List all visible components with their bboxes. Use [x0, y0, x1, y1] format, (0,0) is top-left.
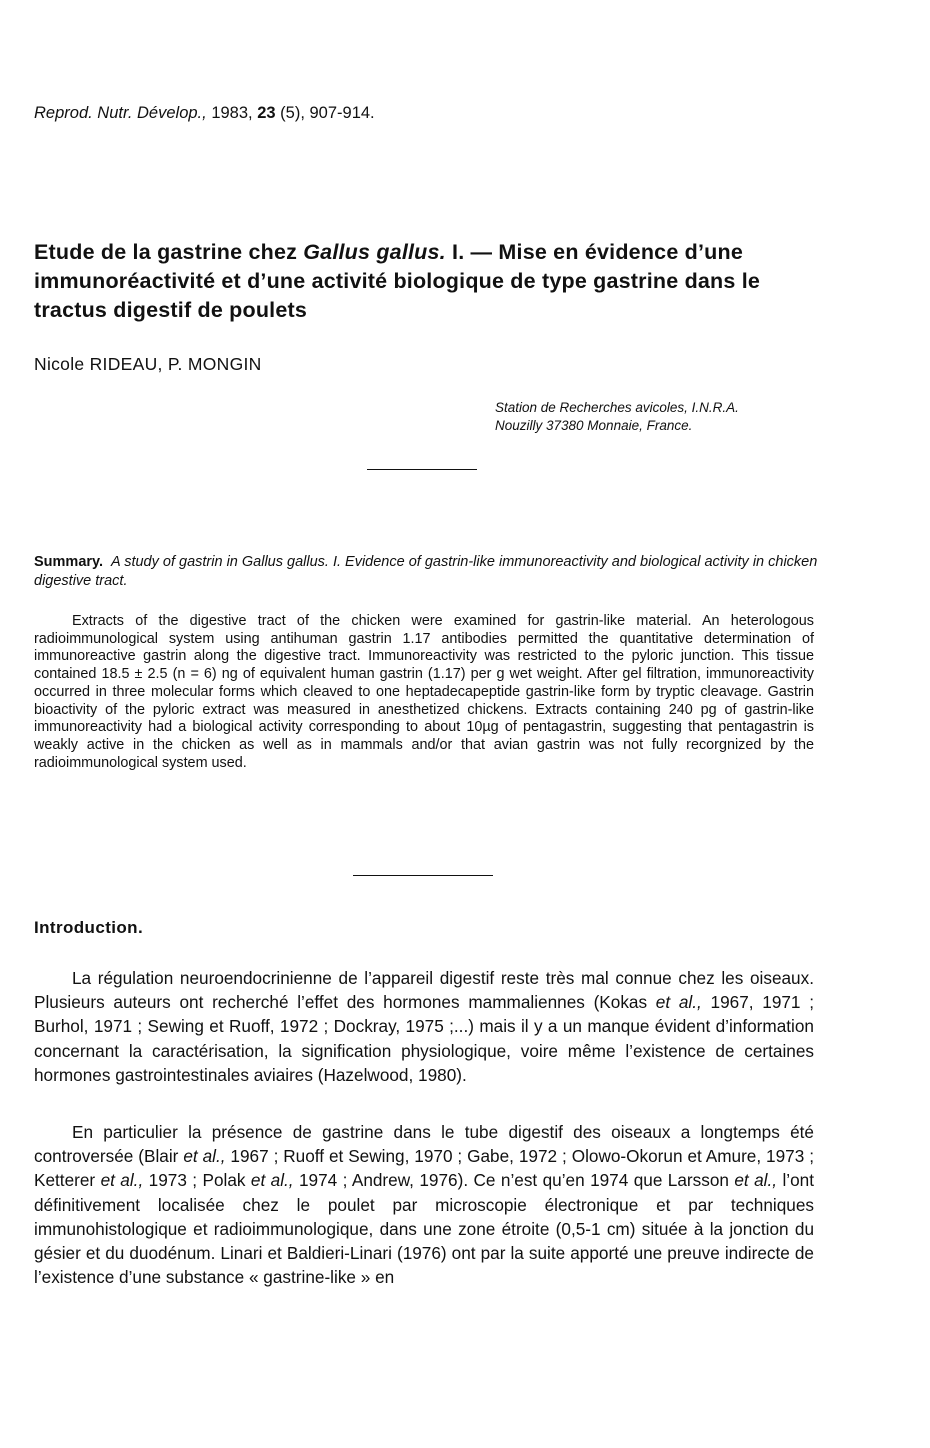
volume-number: 23	[257, 104, 276, 122]
et-al: et al.,	[250, 1170, 294, 1191]
et-al: et al.,	[734, 1170, 778, 1191]
text-run: 1967 ; Ruoff et Sewing, 1970 ; Gabe, 1972 ; Olowo-Okorun et Amure, 1973 ; Ketterer	[34, 1146, 814, 1191]
text-run: 1974 ; Andrew, 1976). Ce n’est qu’en 1974 que Larsson	[293, 1170, 735, 1191]
journal-name: Reprod. Nutr. Dévelop.,	[34, 104, 207, 122]
title-part-1: Etude de la gastrine chez	[34, 240, 304, 264]
divider-rule	[367, 469, 477, 470]
article-title	[34, 238, 824, 325]
authors: Nicole RIDEAU, P. MONGIN	[34, 354, 262, 374]
et-al: et al.,	[183, 1146, 226, 1167]
journal-citation	[34, 104, 375, 123]
publication-year: 1983,	[211, 104, 253, 122]
affiliation-line-1: Station de Recherches avicoles, I.N.R.A.	[495, 400, 739, 415]
et-al: et al.,	[100, 1170, 144, 1191]
text-run: 1973 ; Polak	[143, 1170, 251, 1191]
affiliation-line-2: Nouzilly 37380 Monnaie, France.	[495, 418, 693, 433]
section-heading-introduction: Introduction.	[34, 918, 144, 937]
issue-pages: (5), 907-914.	[280, 104, 375, 122]
title-part-2: I. — Mise en évidence d’une immunoréactivité et d’une activité biologique de type gastrine dans le tractus digestif de poulets	[34, 240, 761, 322]
summary-label: Summary.	[34, 554, 104, 570]
et-al: et al.,	[655, 992, 702, 1013]
title-species: Gallus gallus.	[303, 240, 446, 264]
summary	[34, 553, 824, 591]
text-run: La régulation neuroendocrinienne de l’appareil digestif reste très mal connue chez les oiseaux. Plusieurs auteurs ont recherché l’effet des hormones mammaliennes (Kokas	[34, 968, 814, 1013]
summary-english-title: A study of gastrin in Gallus gallus. I. Evidence of gastrin-like immunoreactivity and biological activity in chicken digestive tract.	[34, 554, 818, 589]
intro-paragraph-2	[34, 1120, 814, 1289]
text-run: l’ont définitivement localisée chez le poulet par microscopie électronique et par techniques immunohistologique et radioimmunologique, dans une zone étroite (0,5-1 cm) située à la jonction du gésier et du duodénum. Linari et Baldieri-Linari (1976) ont par la suite apporté une preuve indirecte de l’existence d’une substance « gastrine-like » en	[34, 1170, 814, 1288]
text-run: En particulier la présence de gastrine dans le tube digestif des oiseaux a longtemps été controversée (Blair	[34, 1122, 814, 1167]
affiliation	[495, 399, 739, 435]
text-run: 1967, 1971 ; Burhol, 1971 ; Sewing et Ruoff, 1972 ; Dockray, 1975 ;...) mais il y a un manque évident d’information concernant la caractérisation, la signification physiologique, voire même l’existence de certaines hormones gastrointestinales aviaires (Hazelwood, 1980).	[34, 992, 814, 1085]
divider-rule	[353, 875, 493, 876]
abstract-text: Extracts of the digestive tract of the chicken were examined for gastrin-like material. An heterologous radioimmunological system using antihuman gastrin 1.17 antibodies permitted the quantitative determination of immunoreactive gastrin along the digestive tract. Immunoreactivity was restricted to the pyloric junction. This tissue contained 18.5 ± 2.5 (n = 6) ng of equivalent human gastrin (1.17) per g wet weight. After gel filtration, immunoreactivity occurred in three molecular forms which cleaved to one heptadecapeptide gastrin-like form by tryptic cleavage. Gastrin bioactivity of the pyloric extract was measured in anesthetized chickens. Extracts containing 240 pg of gastrin-like immunoreactivity had a biological activity corresponding to about 10µg of pentagastrin, suggesting that pentagastrin is weakly active in the chicken as well as in mammals and/or that avian gastrin was not fully recorgnized by the radioimmunological system used.	[34, 613, 814, 771]
intro-paragraph-1	[34, 966, 814, 1087]
